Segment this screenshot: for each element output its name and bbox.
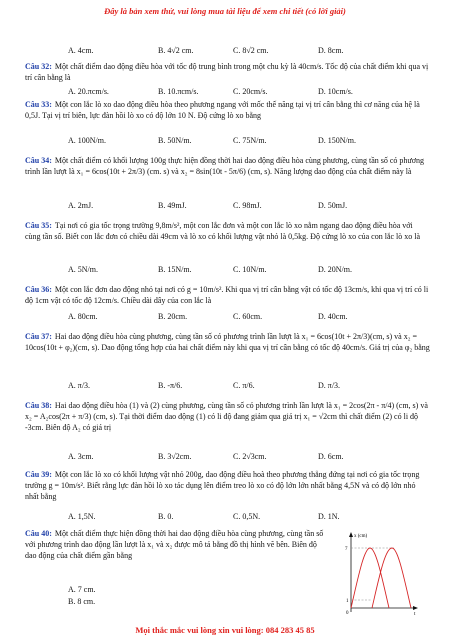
option-d: D. 50mJ. [318,201,348,210]
tick-label-1: 1 [346,599,349,604]
option-c: C. 20cm/s. [233,87,268,96]
question-35 [25,220,430,242]
curve-x2 [372,548,411,608]
contact-footer: Mọi thắc mắc vui lòng xin vui lòng: 084 283 45 85 [135,625,315,635]
q32-options [0,87,450,98]
q40-option-b-row [0,597,200,608]
q31-options [0,46,450,57]
option-c: C. 10N/m. [233,265,267,274]
option-a: A. 2mJ. [68,201,94,210]
option-d: D. 1N. [318,512,340,521]
question-number: Câu 32: [25,62,52,71]
option-a: A. 80cm. [68,312,98,321]
question-number: Câu 36: [25,285,52,294]
t-axis-label: t [414,612,416,616]
question-number: Câu 40: [25,529,52,538]
question-40 [25,528,330,562]
option-b: B. 3√2cm. [158,452,192,461]
origin-label: 0 [346,611,349,616]
option-b: B. 50N/m. [158,136,192,145]
option-d: D. 6cm. [318,452,344,461]
option-a: A. π/3. [68,381,91,390]
q36-options [0,312,450,323]
question-text: Một chất điểm dao động điều hòa với tốc độ trung bình trong một chu kỳ là 40cm/s. Tốc độ của chất điểm khi qua vị trí cân bằng là [25,62,429,83]
option-b: B. 20cm. [158,312,188,321]
q33-options [0,136,450,147]
option-a: A. 20.πcm/s. [68,87,109,96]
question-34 [25,155,430,177]
option-a: A. 100N/m. [68,136,106,145]
curve-x1 [351,548,389,608]
option-b: B. -π/6. [158,381,183,390]
question-39 [25,469,430,503]
question-33 [25,99,430,121]
question-text: Tại nơi có gia tốc trọng trường 9,8m/s², một con lắc đơn và một con lắc lò xo nằm ngang dao động điều hòa với cùng tần số. Biết con lắc đơn có chiều dài 49cm và lò xo có khối lượng vật nhỏ là 0,5kg. Độ cứng lò xo của con lắc lò xo là [25,221,421,242]
option-d: D. 20N/m. [318,265,352,274]
option-d: D. 8cm. [318,46,344,55]
option-b: B. 10.πcm/s. [158,87,199,96]
q34-options [0,201,450,212]
q37-options [0,381,450,392]
question-text: Hai dao động điều hòa cùng phương, cùng tần số có phương trình lần lượt là x₁ = 6cos(10t + 2π/3)(cm, s) và x₂ = 10cos(10t + φ₂)(cm, s). Dao động tổng hợp của hai chất điểm này khi qua vị trí cân bằng có tốc độ 40cm/s. Giá trị của φ₂ bằng [25,332,430,353]
option-a: A. 7 cm. [68,585,96,594]
option-a: A. 5N/m. [68,265,98,274]
option-b: B. 8 cm. [68,597,96,606]
option-b: B. 15N/m. [158,265,192,274]
option-d: D. 10cm/s. [318,87,353,96]
question-number: Câu 39: [25,470,52,479]
option-c: C. 0,5N. [233,512,261,521]
y-axis-arrow-icon [349,532,353,537]
question-36 [25,284,430,306]
question-32 [25,61,430,83]
option-c: C. 8√2 cm. [233,46,269,55]
option-a: A. 4cm. [68,46,94,55]
question-text: Một con lắc lò xo có khối lượng vật nhỏ 200g, dao động điều hoà theo phương thẳng đứng tại nơi có gia tốc trọng trường g = 10m/s². Biết rằng lực đàn hồi lò xo tác dụng lên điểm treo lò xo có độ lớn lớn nhất bằng 4,5N và có độ lớn nhỏ nhất bằng [25,470,420,502]
option-c: C. 75N/m. [233,136,267,145]
option-a: A. 1,5N. [68,512,96,521]
question-number: Câu 35: [25,221,52,230]
option-d: D. 150N/m. [318,136,356,145]
question-37 [25,331,430,353]
question-38 [25,400,430,434]
option-b: B. 49mJ. [158,201,187,210]
option-c: C. 2√3cm. [233,452,267,461]
option-b: B. 0. [158,512,174,521]
question-number: Câu 33: [25,100,52,109]
question-text: Hai dao động điều hòa (1) và (2) cùng phương, cùng tần số có phương trình lần lượt là x₁ = 2cos(2π - π/4) (cm, s) và x₂ = A₂cos(2π + π/3) (cm, s). Tại thời điểm dao động (1) có li độ đang giảm qua giá trị x₁ = √2cm thì chất điểm (2) có li độ -3cm. Biên độ A₂ có giá trị [25,401,428,433]
option-a: A. 3cm. [68,452,94,461]
question-text: Một chất điểm thực hiện đồng thời hai dao động điều hòa cùng phương, cùng tần số với phương trình dao động lần lượt là x₁ và x₂ được mô tả bằng đồ thị hình vẽ bên. Biên độ dao động của chất điểm gần bằng [25,529,324,561]
question-text: Một chất điểm có khối lượng 100g thực hiện đồng thời hai dao động điều hòa cùng phương, cùng tần số có phương trình lần lượt là x₁ = 6cos(10t + 2π/3) (cm. s) và x₂ = 8sin(10t - 5π/6) (cm, s). Năng lượng dao động của chất điểm này là [25,156,424,177]
q40-option-a-row [0,585,200,596]
option-d: D. 40cm. [318,312,348,321]
question-text: Một con lắc đơn dao động nhỏ tại nơi có g = 10m/s². Khi qua vị trí cân bằng vật có tốc độ 13cm/s, khi qua vị trí có li độ 1cm vật có tốc độ 12cm/s. Chiều dài dây của con lắc là [25,285,429,306]
option-c: C. π/6. [233,381,255,390]
q35-options [0,265,450,276]
y-axis-label: x (cm) [354,534,368,539]
question-text: Một con lắc lò xo dao động điều hòa theo phương ngang với mốc thế năng tại vị trí cân bằng thì cơ năng của hệ là 0,5J. Tại vị trí biên, lực đàn hồi lò xo có độ lớn 10 N. Độ cứng lò xo bằng [25,100,420,121]
preview-header: Đây là bản xem thử, vui lòng mua tài liệu để xem chi tiết (có lời giải) [104,6,346,16]
question-number: Câu 38: [25,401,52,410]
t-axis-arrow-icon [413,606,418,610]
option-d: D. π/3. [318,381,341,390]
q39-options [0,512,450,523]
option-c: C. 60cm. [233,312,263,321]
option-c: C. 98mJ. [233,201,262,210]
question-number: Câu 37: [25,332,52,341]
q38-options [0,452,450,463]
tick-label-7: 7 [345,547,348,552]
oscillation-graph [342,530,420,616]
question-number: Câu 34: [25,156,52,165]
option-b: B. 4√2 cm. [158,46,194,55]
